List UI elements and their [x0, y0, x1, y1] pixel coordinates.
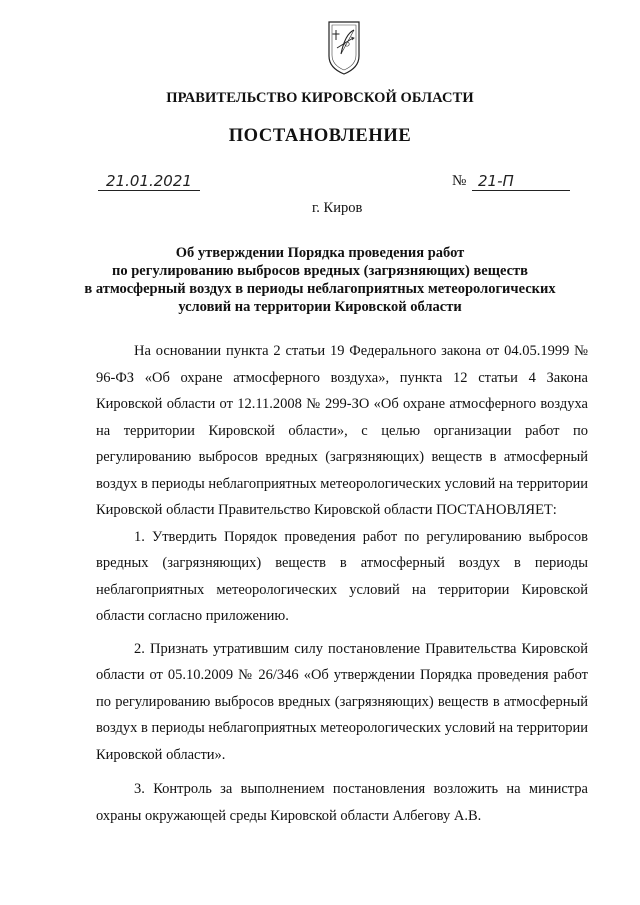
- title-line: Об утверждении Порядка проведения работ: [175, 245, 465, 261]
- document-type: ПОСТАНОВЛЕНИЕ: [228, 126, 412, 146]
- preamble-paragraph: На основании пункта 2 статьи 19 Федерального закона от 04.05.1999 № 96-ФЗ «Об охране атмосферного воздуха», пункта 12 статьи 4 Закона Кировской области от 12.11.2008 № 299-ЗО «Об охране атмосферного воздуха на территории Кировской области», с целью организации работ по регулированию выбросов вредных (загрязняющих) веществ в атмосферный воздух в периоды неблагоприятных метеорологических условий на территории Кировской области Правительство Кировской области ПОСТАНОВЛЯЕТ:: [96, 343, 588, 518]
- title-line: по регулированию выбросов вредных (загрязняющих) веществ: [112, 263, 528, 279]
- title-line: условий на территории Кировской области: [178, 299, 462, 315]
- document-title: [60, 244, 580, 316]
- item-paragraph: 3. Контроль за выполнением постановления возложить на министра охраны окружающей среды Кировской области Албегову А.В.: [96, 781, 588, 824]
- document-body: [96, 338, 588, 829]
- document-date: 21.01.2021: [98, 172, 200, 191]
- item-paragraph: 1. Утвердить Порядок проведения работ по регулированию выбросов вредных (загрязняющих) веществ в атмосферный воздух в периоды неблагоприятных метеорологических условий на территории Кировской области согласно приложению.: [96, 528, 588, 624]
- coat-of-arms-icon: [327, 18, 361, 76]
- document-number: 21-П: [472, 172, 570, 191]
- organization-name: ПРАВИТЕЛЬСТВО КИРОВСКОЙ ОБЛАСТИ: [166, 90, 474, 106]
- city: г. Киров: [312, 200, 363, 216]
- title-line: в атмосферный воздух в периоды неблагоприятных метеорологических: [84, 281, 556, 297]
- number-sign: №: [452, 173, 467, 189]
- item-paragraph: 2. Признать утратившим силу постановление Правительства Кировской области от 05.10.2009 № 26/346 «Об утверждении Порядка проведения работ по регулированию выбросов вредных (загрязняющих) веществ в атмосферный воздух в периоды неблагоприятных метеорологических условий на территории Кировской области».: [96, 640, 588, 763]
